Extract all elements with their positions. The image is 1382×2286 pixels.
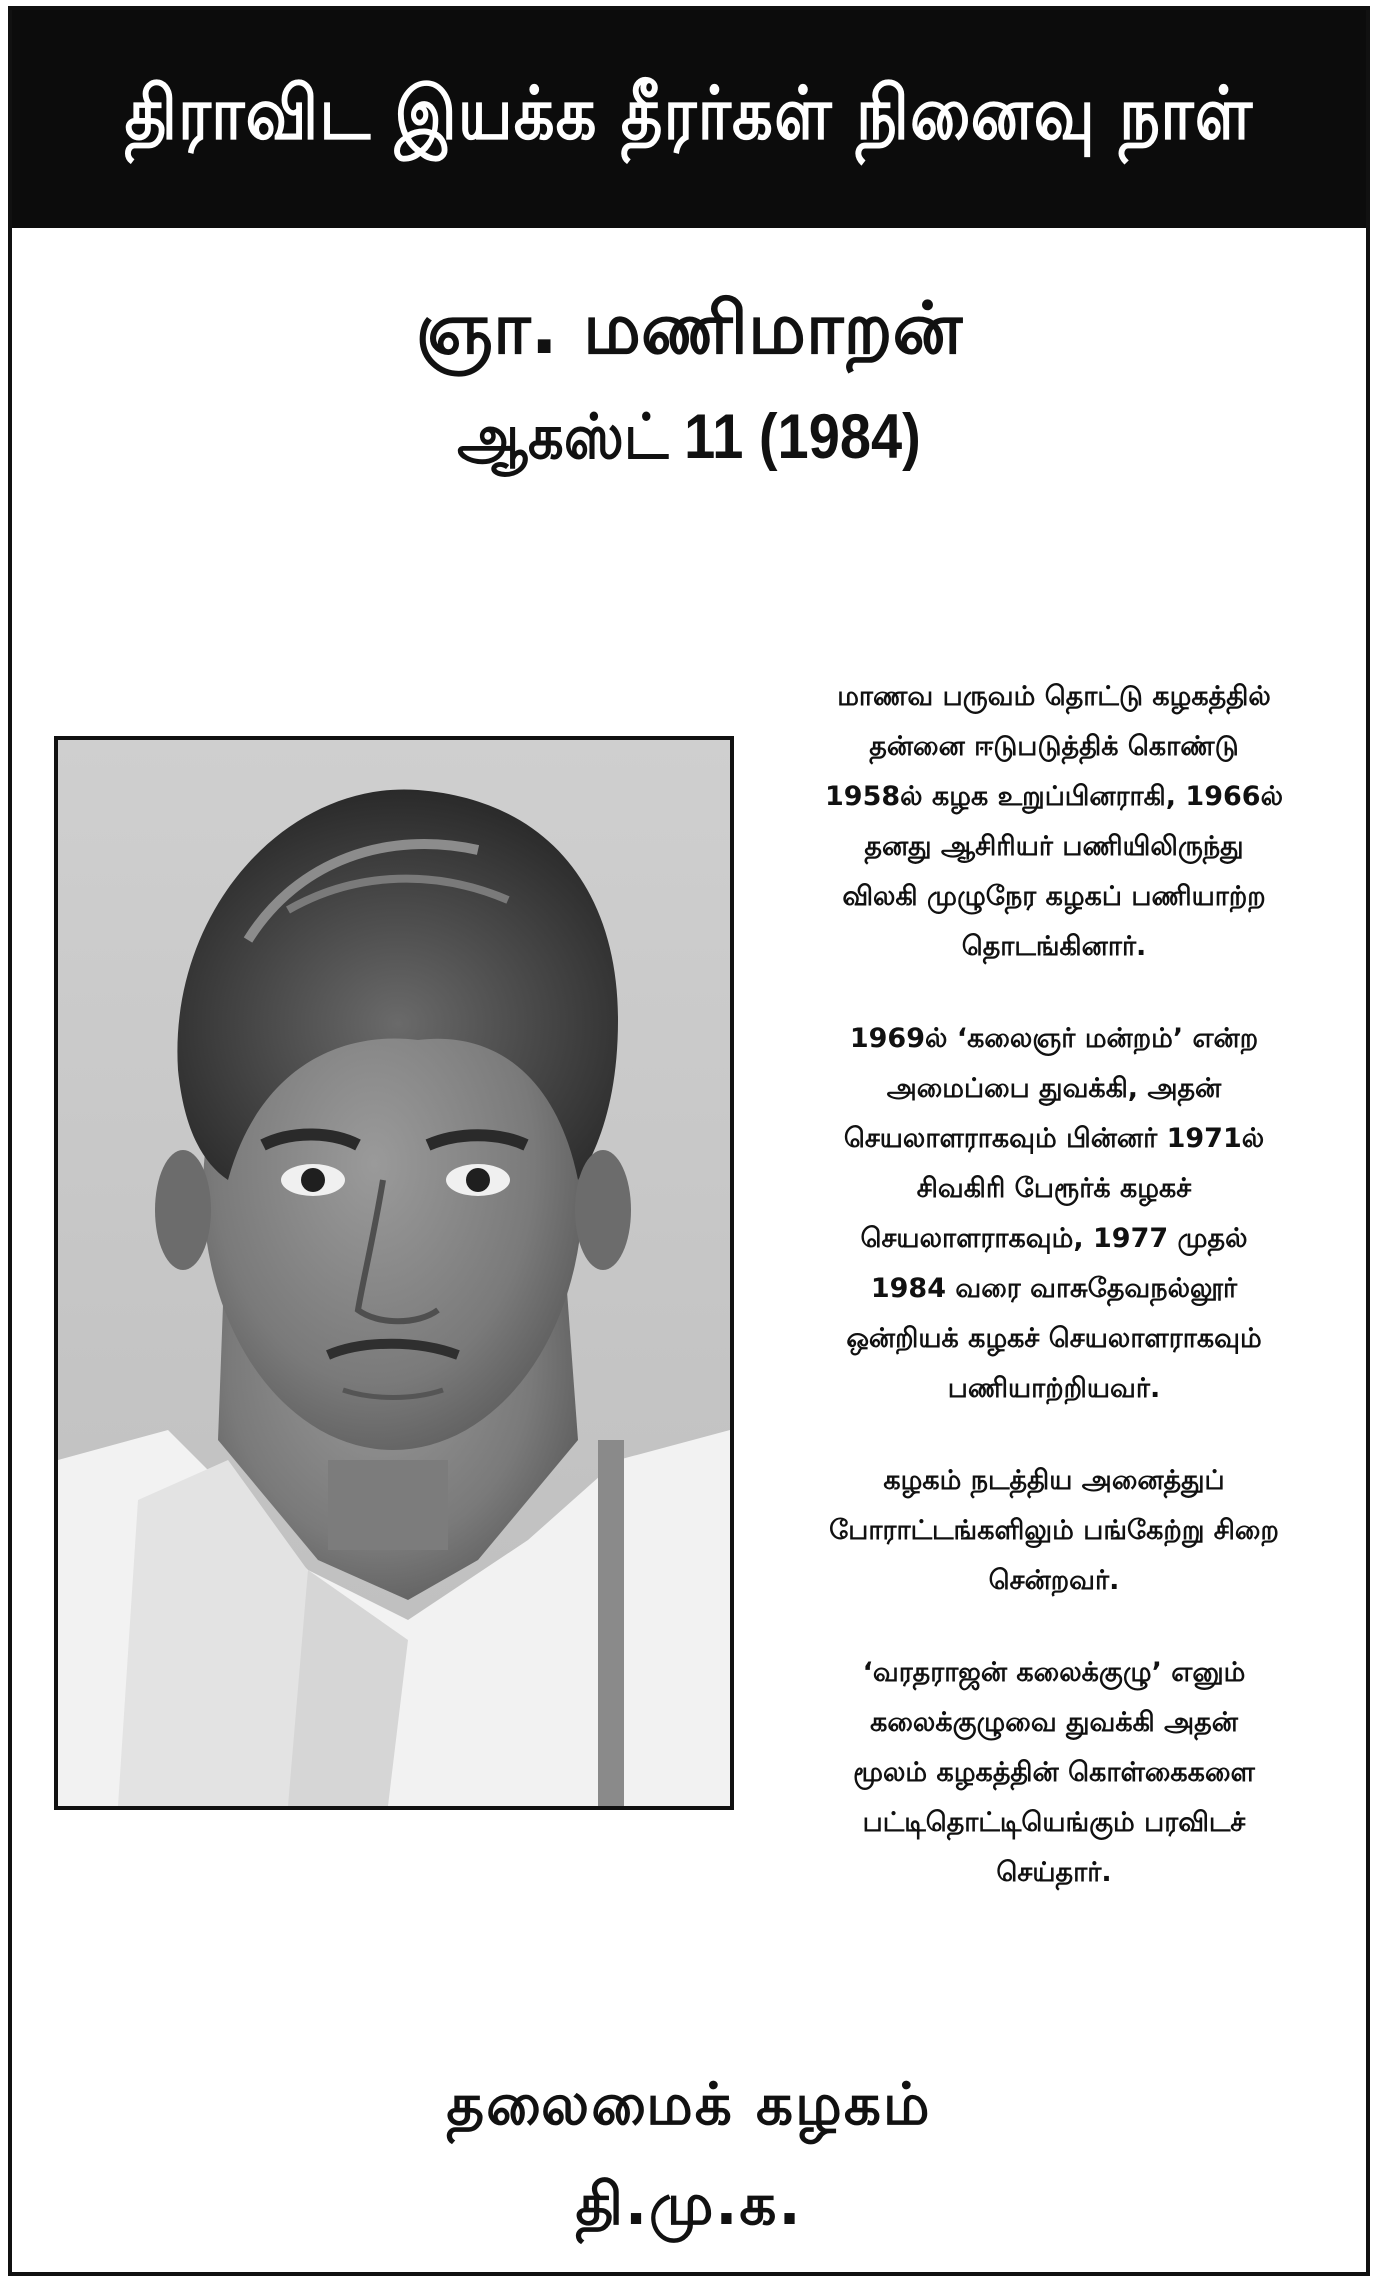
bio-paragraph: 1969ல் ‘கலைஞர் மன்றம்’ என்ற அமைப்பை துவக்கி, அதன் செயலாளராகவும் பின்னர் 1971ல் சிவகிரி பேரூர்க் கழகச் செயலாளராகவும், 1977 முதல் 1984 வரை வாசுதேவநல்லூர் ஒன்றியக் கழகச் செயலாளராகவும் பணியாற்றியவர். <box>843 1023 1265 1404</box>
footer-organization: தலைமைக் கழகம் <box>446 2070 932 2138</box>
footer-party: தி.மு.க. <box>575 2170 803 2238</box>
memorial-date: ஆகஸ்ட் 11 (1984) <box>457 400 921 472</box>
bio-paragraph: ‘வரதராஜன் கலைக்குழு’ எனும் கலைக்குழுவை துவக்கி அதன் மூலம் கழகத்தின் கொள்கைகளை பட்டிதொட்டியெங்கும் பரவிடச் செய்தார். <box>853 1657 1255 1888</box>
bio-paragraph: கழகம் நடத்திய அனைத்துப் போராட்டங்களிலும் பங்கேற்று சிறை சென்றவர். <box>829 1465 1279 1596</box>
portrait-photo <box>54 736 734 1810</box>
person-name: ஞா. மணிமாறன் <box>415 286 963 370</box>
notice-frame <box>8 6 1370 2276</box>
biography <box>750 672 1358 1940</box>
header-title: திராவிட இயக்க தீரர்கள் நினைவு நாள் <box>124 71 1254 157</box>
bio-paragraph: மாணவ பருவம் தொட்டு கழகத்தில் தன்னை ஈடுபடுத்திக் கொண்டு 1958ல் கழக உறுப்பினராகி, 1966ல் தனது ஆசிரியர் பணியிலிருந்து விலகி முழுநேர கழகப் பணியாற்ற தொடங்கினார். <box>825 681 1283 962</box>
header-band <box>12 10 1366 228</box>
